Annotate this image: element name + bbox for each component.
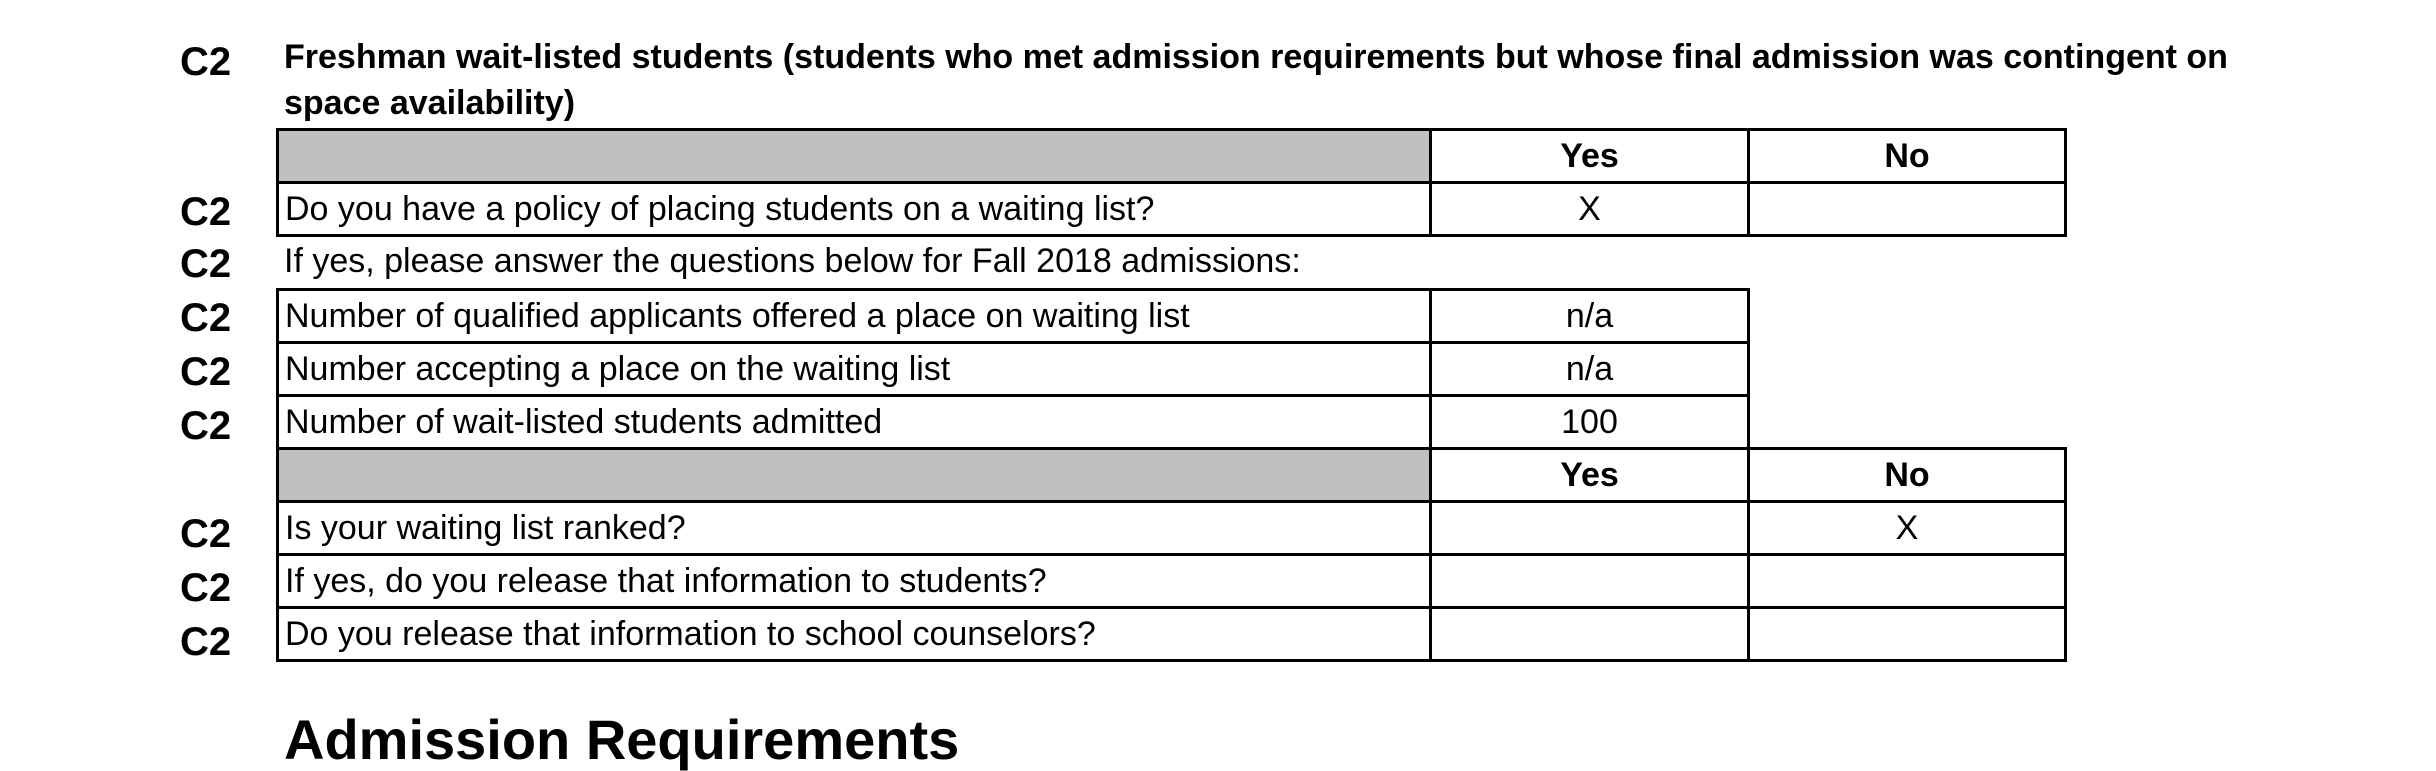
waitlist-admitted-question: Number of wait-listed students admitted — [276, 394, 1432, 450]
waitlist-policy-yes-cell[interactable]: X — [1429, 181, 1750, 237]
waitlist-accepting-question: Number accepting a place on the waiting list — [276, 341, 1432, 397]
waitlist-ranked-no-cell[interactable]: X — [1747, 500, 2067, 556]
section-code: C2 — [180, 296, 232, 340]
release-to-students-question: If yes, do you release that information to students? — [276, 553, 1432, 609]
release-to-counselors-question: Do you release that information to school counselors? — [276, 606, 1432, 662]
table1-header-yes: Yes — [1429, 128, 1750, 184]
instruction-text: If yes, please answer the questions below for Fall 2018 admissions: — [284, 242, 1301, 280]
table3-header-yes: Yes — [1429, 447, 1750, 503]
section-code: C2 — [180, 566, 232, 610]
waitlist-policy-no-cell[interactable] — [1747, 181, 2067, 237]
release-to-counselors-no-cell[interactable] — [1747, 606, 2067, 662]
waitlist-ranked-yes-cell[interactable] — [1429, 500, 1750, 556]
waitlist-ranked-question: Is your waiting list ranked? — [276, 500, 1432, 556]
waitlist-offered-value[interactable]: n/a — [1429, 288, 1750, 344]
release-to-counselors-yes-cell[interactable] — [1429, 606, 1750, 662]
table3-header-no: No — [1747, 447, 2067, 503]
section-title: Freshman wait-listed students (students who met admission requirements but whose final admission was contingent on space availability) — [284, 38, 2228, 122]
table3-header-blank — [276, 447, 1432, 503]
release-to-students-no-cell[interactable] — [1747, 553, 2067, 609]
section-code: C2 — [180, 404, 232, 448]
waitlist-accepting-value[interactable]: n/a — [1429, 341, 1750, 397]
section-code: C2 — [180, 620, 232, 664]
waitlist-policy-question: Do you have a policy of placing students on a waiting list? — [276, 181, 1432, 237]
section-code: C2 — [180, 512, 232, 556]
section-code: C2 — [180, 190, 232, 234]
waitlist-offered-question: Number of qualified applicants offered a place on waiting list — [276, 288, 1432, 344]
table1-header-no: No — [1747, 128, 2067, 184]
section-code: C2 — [180, 242, 232, 286]
section-code: C2 — [180, 350, 232, 394]
waitlist-admitted-value[interactable]: 100 — [1429, 394, 1750, 450]
next-section-heading: Admission Requirements — [284, 708, 960, 771]
section-code: C2 — [180, 40, 232, 84]
table1-header-blank — [276, 128, 1432, 184]
release-to-students-yes-cell[interactable] — [1429, 553, 1750, 609]
